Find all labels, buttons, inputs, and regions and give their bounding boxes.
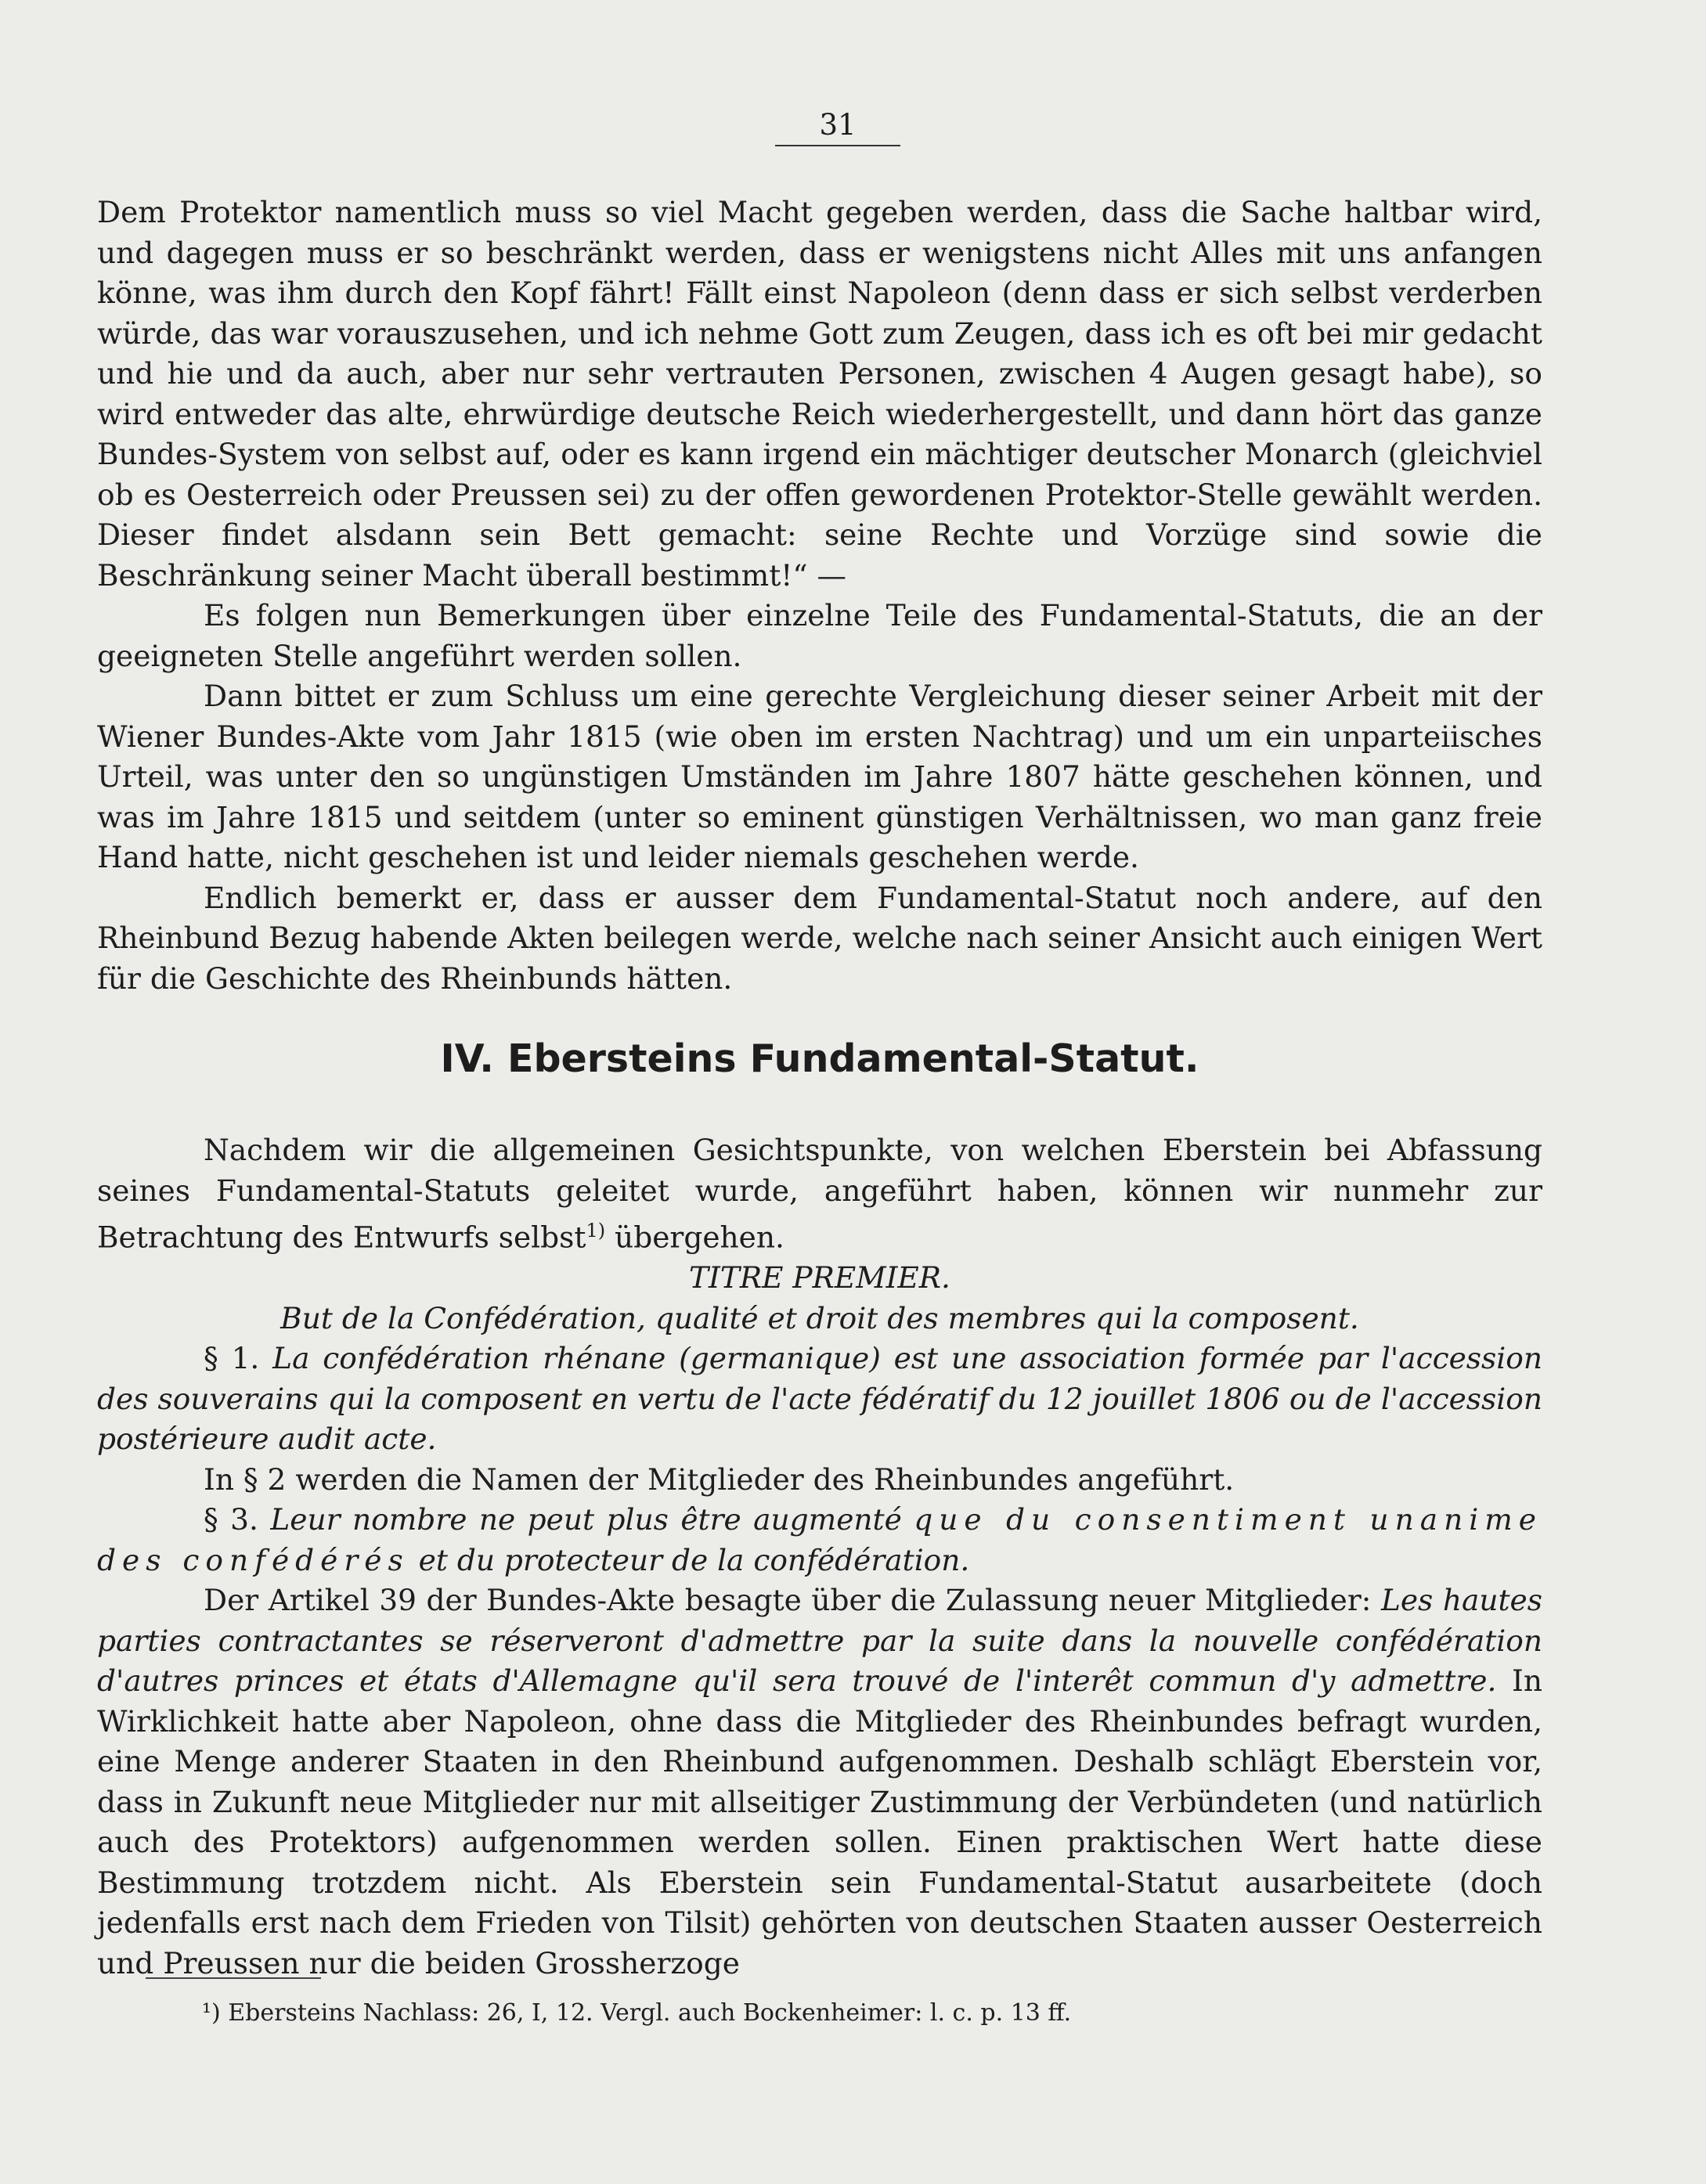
text-block-bottom [97, 1130, 1542, 1984]
intro-text: Nachdem wir die allgemeinen Gesichtspunkte, von welchen Eberstein bei Abfassung seines Fundamental-Statuts geleitet wurde, angeführt haben, können wir nunmehr zur Betrachtung des Entwurfs selbst [97, 1133, 1542, 1255]
section-1-label: § 1. [204, 1341, 260, 1375]
titre-heading: TITRE PREMIER. [689, 1260, 950, 1295]
page-number: 31 [775, 108, 900, 146]
footnote [202, 1998, 1533, 2029]
section-3-spaced-text: que du consentiment unanime des confédérés [97, 1502, 1542, 1577]
section-3-text-b: et du protecteur de la confédération. [418, 1542, 970, 1577]
titre-subheading: But de la Confédération, qualité et droit des membres qui la composent. [280, 1300, 1359, 1335]
section-heading: IV. Ebersteins Fundamental-Statut. [440, 1036, 1199, 1081]
paragraph-quote-end: Dem Protektor namentlich muss so viel Macht gegeben werden, dass die Sache haltbar wird, und dagegen muss er so beschränkt werden, dass er wenigstens nicht Alles mit uns anfangen könne, was ihm durch den Kopf fährt! Fällt einst Napoleon (denn dass er sich selbst verderben würde, das war vorauszusehen, und ich nehme Gott zum Zeugen, dass ich es oft bei mir gedacht und hie und da auch, aber nur sehr vertrauten Personen, zwischen 4 Augen gesagt habe), so wird entweder das alte, ehrwürdige deutsche Reich wiederhergestellt, und dann hört das ganze Bundes-System von selbst auf, oder es kann irgend ein mächtiger deutscher Monarch (gleichviel ob es Oesterreich oder Preussen sei) zu der offen gewordenen Protektor-Stelle gewählt werden. Dieser findet alsdann sein Bett gemacht: seine Rechte und Vorzüge sind sowie die Beschränkung seiner Macht überall bestimmt!“ — [97, 195, 1542, 593]
section-2: In § 2 werden die Namen der Mitglieder des Rheinbundes angeführt. [204, 1461, 1235, 1497]
paragraph-comparison: Dann bittet er zum Schluss um eine gerechte Vergleichung dieser seiner Arbeit mit der Wiener Bundes-Akte vom Jahr 1815 (wie oben im ersten Nachtrag) und um ein unparteiisches Urteil, was unter den so ungünstigen Umständen im Jahre 1807 hätte geschehen können, und was im Jahre 1815 und seitdem (unter so eminent günstigen Verhältnissen, wo man ganz freie Hand hatte, nicht geschehen ist und leider niemals geschehen werde. [97, 679, 1542, 874]
section-1 [97, 1339, 1542, 1460]
footnote-reference[interactable]: 1) [586, 1220, 606, 1242]
text-block-top [97, 193, 1542, 999]
article-39-text-b: In Wirklichkeit hatte aber Napoleon, ohne dass die Mitglieder des Rheinbundes befragt wurden, eine Menge anderer Staaten in den Rheinbund aufgenommen. Deshalb schlägt Eberstein vor, dass in Zukunft neue Mitglieder nur mit allseitiger Zustimmung der Verbündeten (und natürlich auch des Protektors) aufgenommen werden sollen. Einen praktischen Wert hatte diese Bestimmung trotzdem nicht. Als Eberstein sein Fundamental-Statut ausarbeitete (doch jedenfalls erst nach dem Frieden von Tilsit) gehörten von deutschen Staaten ausser Oesterreich und Preussen nur die beiden Grossherzoge [97, 1663, 1542, 1980]
intro-end-text: übergehen. [605, 1220, 784, 1255]
article-39-quote: Les hautes parties contractantes se réserveront d'admettre par la suite dans la nouvelle confédération d'autres princes et états d'Allemagne qu'il sera trouvé de l'interêt commun d'y admettre. [97, 1583, 1542, 1698]
footnote-mark: ¹) [202, 1999, 221, 2027]
paragraph-article-39 [97, 1580, 1542, 1984]
section-3-label: § 3. [204, 1502, 258, 1537]
paragraph-attachments: Endlich bemerkt er, dass er ausser dem Fundamental-Statut noch andere, auf den Rheinbund Bezug habende Akten beilegen werde, welche nach seiner Ansicht auch einigen Wert für die Geschichte des Rheinbunds hätten. [97, 880, 1542, 996]
paragraph-remarks: Es folgen nun Bemerkungen über einzelne Teile des Fundamental-Statuts, die an der geeigneten Stelle angeführt werden sollen. [97, 598, 1542, 673]
paragraph-intro [97, 1130, 1542, 1258]
article-39-text-a: Der Artikel 39 der Bundes-Akte besagte über die Zulassung neuer Mitglieder: [204, 1583, 1372, 1617]
footnote-divider [146, 1977, 321, 1979]
section-1-text: La confédération rhénane (germanique) est une association formée par l'accession des souverains qui la composent en vertu de l'acte fédératif du 12 jouillet 1806 ou de l'accession postérieure audit acte. [97, 1341, 1542, 1456]
section-3-text-a: Leur nombre ne peut plus être augmenté [270, 1502, 902, 1537]
footnote-text: Ebersteins Nachlass: 26, I, 12. Vergl. auch Bockenheimer: l. c. p. 13 ff. [228, 1999, 1072, 2027]
section-3 [97, 1500, 1542, 1580]
